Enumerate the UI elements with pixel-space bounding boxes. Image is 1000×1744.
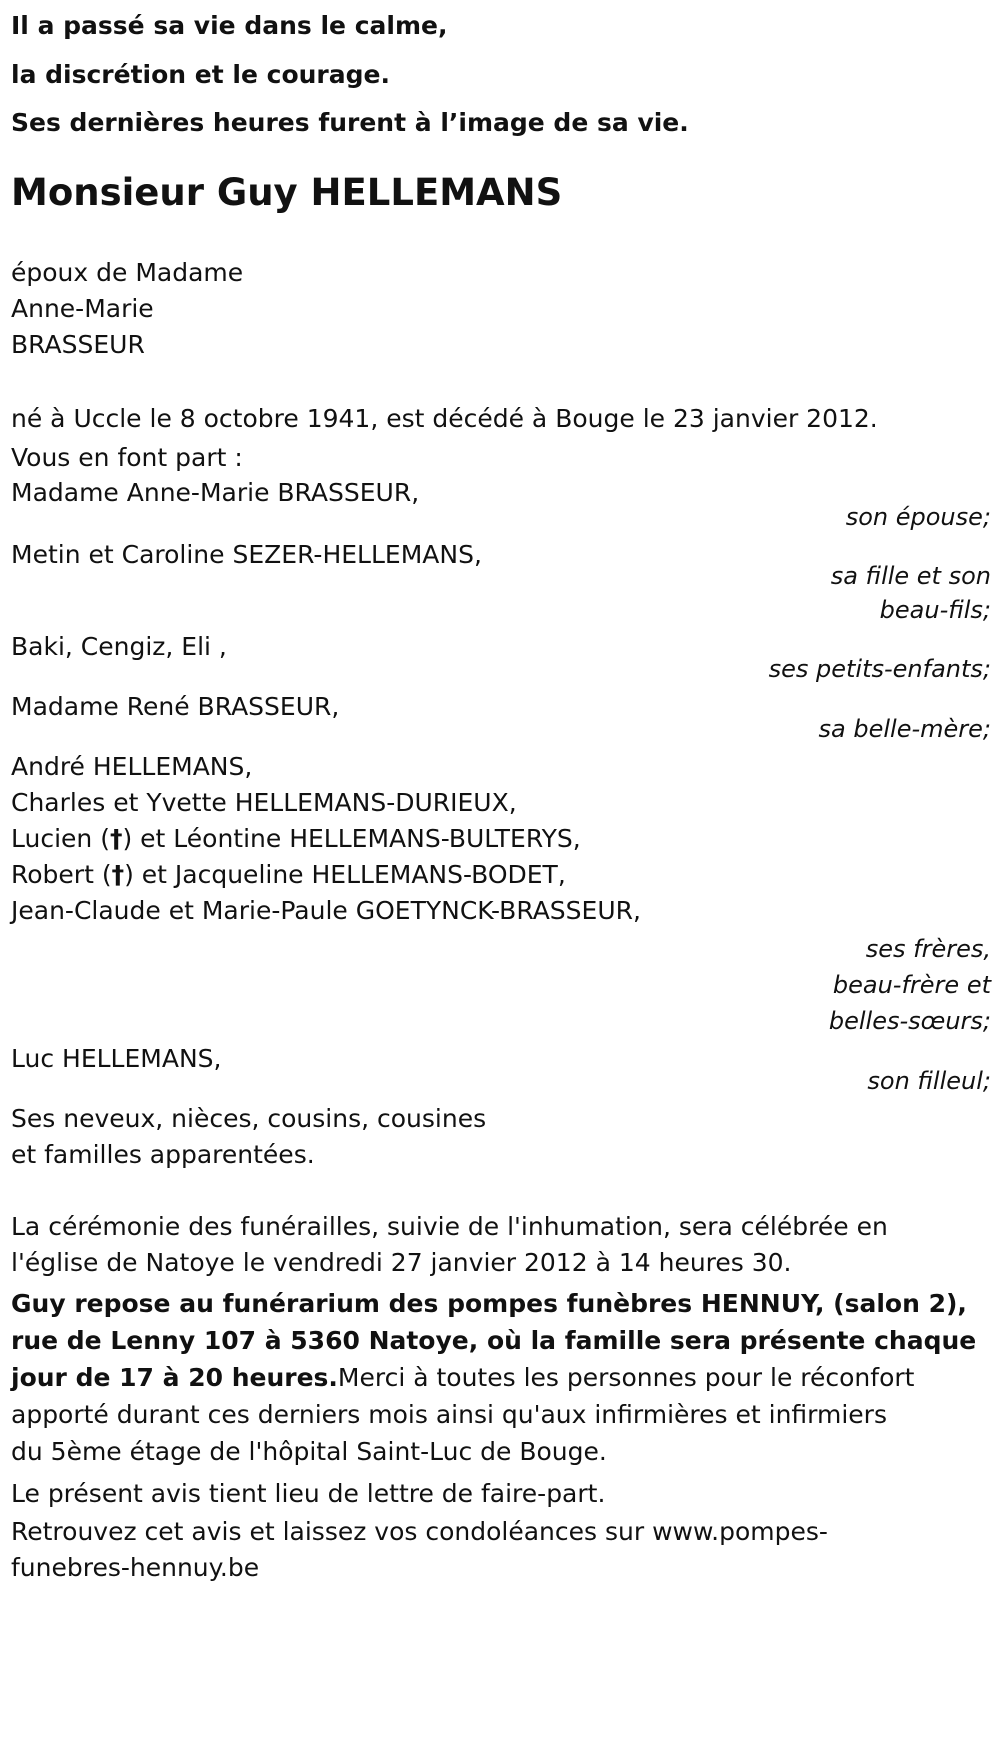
family-role-line: son épouse; [845, 502, 991, 531]
name-part: ) et Léontine HELLEMANS-BULTERYS, [122, 823, 581, 853]
visitation-line [11, 1359, 991, 1396]
cross-icon: † [111, 859, 125, 889]
birth-death-info: né à Uccle le 8 octobre 1941, est décédé à Bouge le 23 janvier 2012. [11, 403, 878, 433]
cross-icon: † [109, 823, 123, 853]
spouse-line: époux de Madame [11, 257, 244, 287]
family-entry [11, 535, 991, 627]
visitation-info [11, 1285, 991, 1470]
family-role-line: beau-frère et [832, 970, 991, 999]
family-role-line: beau-fils; [879, 595, 991, 624]
thanks-text: Merci à toutes les personnes pour le réconfort [337, 1362, 915, 1392]
family-entry [11, 1101, 991, 1173]
family-role-line: ses frères, [865, 934, 991, 963]
family-name-line: Charles et Yvette HELLEMANS-DURIEUX, [11, 787, 517, 817]
family-role-line: belles-sœurs; [828, 1006, 991, 1035]
online-line: Retrouvez cet avis et laissez vos condoléances sur www.pompes- [11, 1516, 828, 1546]
ceremony-line: La cérémonie des funérailles, suivie de l'inhumation, sera célébrée en [11, 1211, 888, 1241]
family-role-line: sa belle-mère; [818, 714, 991, 743]
family-names [11, 749, 991, 929]
family-entry [11, 687, 991, 749]
epitaph-line: Ses dernières heures furent à l’image de sa vie. [11, 108, 689, 137]
family-entry [11, 1039, 991, 1101]
epitaph-line: la discrétion et le courage. [11, 59, 390, 89]
family-name-line: Ses neveux, nièces, cousins, cousines [11, 1103, 487, 1133]
family-role-line: son filleul; [867, 1066, 991, 1095]
family-name-line: André HELLEMANS, [11, 751, 253, 781]
spouse-info [11, 255, 991, 363]
family-name-line: Madame Anne-Marie BRASSEUR, [11, 477, 420, 507]
website-link[interactable]: funebres-hennuy.be [11, 1552, 260, 1582]
visitation-line: rue de Lenny 107 à 5360 Natoye, où la famille sera présente chaque [11, 1325, 977, 1355]
spouse-line: BRASSEUR [11, 329, 145, 359]
family-name-line: Luc HELLEMANS, [11, 1043, 222, 1073]
spouse-line: Anne-Marie [11, 293, 154, 323]
obituary-notice [11, 0, 991, 1586]
family-names [11, 1101, 991, 1173]
deceased-name: Monsieur Guy HELLEMANS [11, 170, 563, 214]
family-name-line: et familles apparentées. [11, 1139, 315, 1169]
visitation-line: apporté durant ces derniers mois ainsi qu'aux infirmières et infirmiers [11, 1399, 887, 1429]
name-part: Lucien ( [11, 823, 110, 853]
family-entry [11, 749, 991, 1039]
family-entry [11, 627, 991, 689]
epitaph-quote [11, 2, 991, 148]
family-name-line [11, 821, 991, 857]
visitation-hours: jour de 17 à 20 heures. [11, 1362, 338, 1392]
family-name-line [11, 857, 991, 893]
ceremony-line: l'église de Natoye le vendredi 27 janvier 2012 à 14 heures 30. [11, 1247, 792, 1277]
ceremony-info [11, 1209, 991, 1281]
announce-intro: Vous en font part : [11, 442, 243, 472]
family-name-line: Baki, Cengiz, Eli , [11, 631, 227, 661]
visitation-line: Guy repose au funérarium des pompes funèbres HENNUY, (salon 2), [11, 1288, 967, 1318]
online-condolences [11, 1514, 991, 1586]
family-role-line: sa fille et son [830, 561, 991, 590]
name-part: Robert ( [11, 859, 112, 889]
family-role-line: ses petits-enfants; [768, 654, 991, 683]
epitaph-line: Il a passé sa vie dans le calme, [11, 11, 448, 40]
visitation-line: du 5ème étage de l'hôpital Saint-Luc de Bouge. [11, 1436, 607, 1466]
family-entry [11, 473, 991, 537]
family-role [11, 931, 991, 1039]
family-name-line: Madame René BRASSEUR, [11, 691, 340, 721]
family-name-line: Metin et Caroline SEZER-HELLEMANS, [11, 539, 482, 569]
name-part: ) et Jacqueline HELLEMANS-BODET, [124, 859, 566, 889]
family-name-line: Jean-Claude et Marie-Paule GOETYNCK-BRASSEUR, [11, 895, 641, 925]
notice-text: Le présent avis tient lieu de lettre de faire-part. [11, 1478, 606, 1508]
